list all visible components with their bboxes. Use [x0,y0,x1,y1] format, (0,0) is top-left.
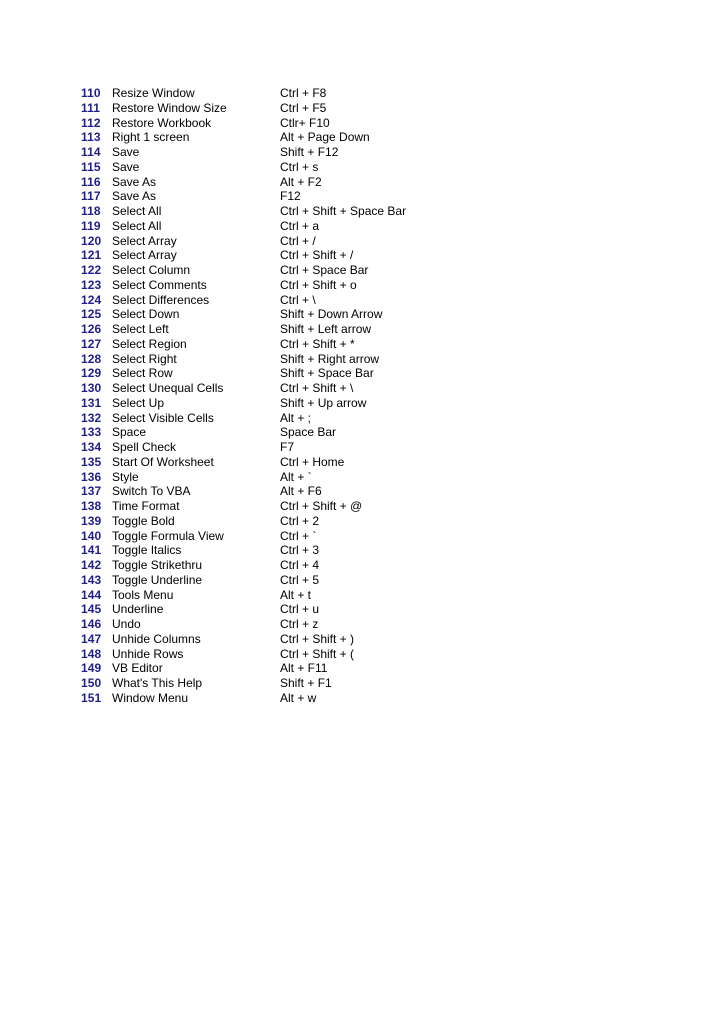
table-row [81,381,500,396]
row-number: 112 [81,115,101,130]
table-row [81,352,500,367]
row-number: 149 [81,661,102,676]
table-row [81,543,500,558]
command-name: Restore Window Size [112,100,227,115]
key-combination: Shift + Right arrow [280,351,380,366]
table-row [81,455,500,470]
key-combination: Ctrl + Shift + ( [280,646,355,661]
key-combination: Ctrl + Shift + Space Bar [280,204,407,218]
key-combination: Ctrl + \ [280,292,316,307]
command-name: Select Column [112,263,191,277]
key-combination: Shift + Up arrow [280,395,367,410]
key-combination: Alt + F11 [280,661,328,676]
table-row [81,529,500,544]
command-name: Time Format [112,499,180,513]
command-name: Toggle Italics [112,543,182,558]
table-row [81,366,500,381]
key-combination: Shift + Left arrow [280,322,372,336]
row-number: 125 [81,307,102,322]
row-number: 138 [81,499,102,513]
command-name: Select Visible Cells [112,410,214,425]
row-number: 130 [81,381,102,395]
key-combination: Alt + F6 [280,484,322,499]
key-combination: Ctrl + 4 [280,558,320,572]
table-row [81,588,500,603]
table-row [81,484,500,499]
table-row [81,617,500,632]
command-name: Select Comments [112,277,207,292]
row-number: 110 [81,86,101,100]
command-name: Toggle Strikethru [112,558,203,572]
key-combination: Alt + F2 [280,174,322,189]
command-name: Select Region [112,336,187,351]
key-combination: Ctrl + 2 [280,513,320,528]
table-row [81,130,500,145]
row-number: 120 [81,233,102,248]
table-row [81,337,500,352]
key-combination: Ctrl + u [280,602,320,617]
row-number: 139 [81,513,102,528]
key-combination: F7 [280,440,295,454]
row-number: 113 [81,130,101,145]
key-combination: Ctrl + / [280,233,316,248]
command-name: VB Editor [112,661,163,676]
row-number: 150 [81,676,102,690]
key-combination: Ctrl + Shift + \ [280,381,354,395]
row-number: 144 [81,587,102,602]
command-name: Select Array [112,248,177,263]
key-combination: Ctrl + 5 [280,572,320,587]
key-combination: Ctrl + Home [280,454,345,469]
table-row [81,116,500,131]
key-combination: Ctrl + s [280,159,319,174]
key-combination: Alt + ; [280,410,312,425]
command-name: Space [112,425,147,440]
shortcut-table-body [81,86,500,706]
row-number: 148 [81,646,102,661]
key-combination: Ctrl + Shift + / [280,248,354,263]
key-combination: Ctrl + z [280,617,319,631]
command-name: Tools Menu [112,587,174,602]
key-combination: Shift + Down Arrow [280,307,383,322]
table-row [81,632,500,647]
command-name: Select Differences [112,292,210,307]
table-row [81,248,500,263]
table-row [81,499,500,514]
row-number: 114 [81,145,101,159]
key-combination: Shift + Space Bar [280,366,374,381]
row-number: 123 [81,277,102,292]
table-row [81,440,500,455]
row-number: 116 [81,174,101,189]
row-number: 142 [81,558,102,572]
row-number: 128 [81,351,102,366]
key-combination: Ctrl + Shift + o [280,277,357,292]
table-row [81,573,500,588]
row-number: 133 [81,425,102,440]
command-name: Toggle Formula View [112,528,224,543]
table-row [81,307,500,322]
row-number: 122 [81,263,102,277]
row-number: 115 [81,159,101,174]
row-number: 147 [81,631,102,646]
key-combination: Alt + ` [280,469,312,484]
table-row [81,263,500,278]
key-combination: Ctrl + F8 [280,86,327,100]
row-number: 146 [81,617,102,631]
table-row [81,470,500,485]
key-combination: Ctrl + ` [280,528,317,543]
row-number: 136 [81,469,102,484]
command-name: Select Row [112,366,173,381]
row-number: 124 [81,292,102,307]
key-combination: Ctrl + Shift + ) [280,631,355,646]
table-row [81,234,500,249]
table-row [81,293,500,308]
row-number: 131 [81,395,102,410]
command-name: Select Left [112,322,169,336]
command-name: Right 1 screen [112,130,190,145]
command-name: Unhide Rows [112,646,184,661]
command-name: Resize Window [112,86,195,100]
shortcut-table [81,86,500,706]
command-name: Unhide Columns [112,631,201,646]
row-number: 129 [81,366,102,381]
row-number: 117 [81,189,101,204]
table-row [81,411,500,426]
command-name: Select Unequal Cells [112,381,224,395]
command-name: Underline [112,602,164,617]
table-row [81,204,500,219]
row-number: 135 [81,454,102,469]
row-number: 151 [81,690,102,705]
key-combination: Shift + F12 [280,145,339,159]
key-combination: Alt + Page Down [280,130,370,145]
key-combination: Alt + w [280,690,317,705]
command-name: Save [112,159,140,174]
key-combination: F12 [280,189,301,204]
table-row [81,219,500,234]
command-name: Select Right [112,351,177,366]
table-row [81,514,500,529]
table-row [81,160,500,175]
table-row [81,425,500,440]
command-name: Window Menu [112,690,189,705]
key-combination: Space Bar [280,425,337,440]
key-combination: Ctrl + F5 [280,100,327,115]
table-row [81,396,500,411]
key-combination: Ctrl + 3 [280,543,320,558]
table-row [81,189,500,204]
command-name: Restore Workbook [112,115,212,130]
command-name: What's This Help [112,676,203,690]
row-number: 141 [81,543,102,558]
table-row [81,602,500,617]
row-number: 121 [81,248,102,263]
key-combination: Alt + t [280,587,312,602]
row-number: 111 [81,100,100,115]
table-row [81,558,500,573]
command-name: Save As [112,174,157,189]
command-name: Select Down [112,307,180,322]
table-row [81,145,500,160]
row-number: 127 [81,336,102,351]
row-number: 134 [81,440,102,454]
key-combination: Ctrl + a [280,218,320,233]
key-combination: Ctrl + Space Bar [280,263,369,277]
command-name: Save As [112,189,157,204]
table-row [81,322,500,337]
command-name: Undo [112,617,141,631]
table-row [81,86,500,101]
table-row [81,676,500,691]
table-row [81,101,500,116]
row-number: 119 [81,218,101,233]
command-name: Style [112,469,139,484]
table-row [81,175,500,190]
command-name: Select Up [112,395,165,410]
key-combination: Ctrl + Shift + * [280,336,355,351]
table-row [81,691,500,706]
key-combination: Ctlr+ F10 [280,115,330,130]
command-name: Select Array [112,233,177,248]
table-row [81,647,500,662]
command-name: Spell Check [112,440,177,454]
row-number: 137 [81,484,102,499]
command-name: Switch To VBA [112,484,191,499]
command-name: Save [112,145,140,159]
row-number: 140 [81,528,102,543]
row-number: 126 [81,322,102,336]
row-number: 118 [81,204,101,218]
command-name: Toggle Bold [112,513,175,528]
row-number: 143 [81,572,102,587]
row-number: 132 [81,410,102,425]
command-name: Start Of Worksheet [112,454,214,469]
command-name: Select All [112,204,162,218]
command-name: Toggle Underline [112,572,203,587]
table-row [81,661,500,676]
key-combination: Shift + F1 [280,676,332,690]
row-number: 145 [81,602,102,617]
key-combination: Ctrl + Shift + @ [280,499,363,513]
table-row [81,278,500,293]
command-name: Select All [112,218,162,233]
